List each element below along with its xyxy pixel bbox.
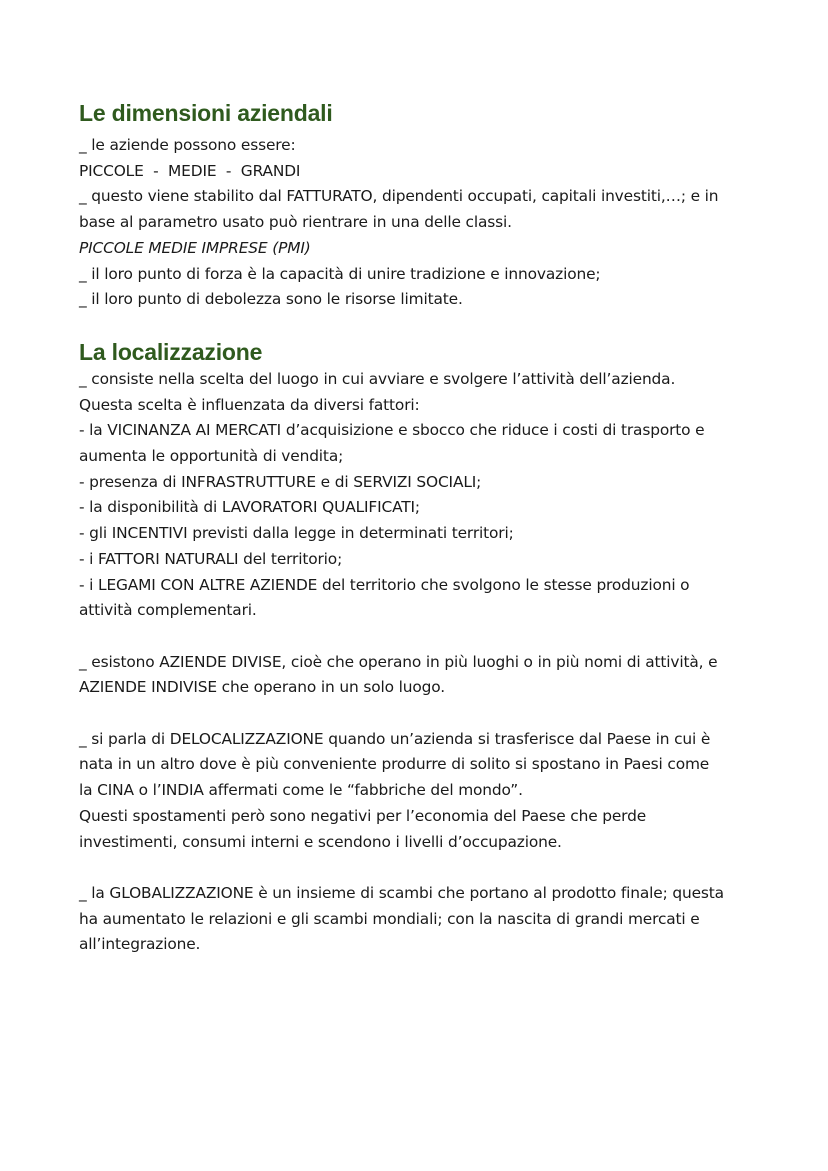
text-line: - i FATTORI NATURALI del territorio; xyxy=(79,549,343,568)
text-line: - la VICINANZA AI MERCATI d’acquisizione e sbocco che riduce i costi di trasporto e xyxy=(79,421,705,440)
text-line: _ il loro punto di forza è la capacità di unire tradizione e innovazione; xyxy=(79,264,601,283)
text-line: nata in un altro dove è più conveniente produrre di solito si spostano in Paesi come xyxy=(79,755,710,774)
text-line: investimenti, consumi interni e scendono i livelli d’occupazione. xyxy=(79,832,562,851)
text-line: _ si parla di DELOCALIZZAZIONE quando un’azienda si trasferisce dal Paese in cui è xyxy=(79,729,711,748)
text-line-italic-pmi: PICCOLE MEDIE IMPRESE (PMI) xyxy=(79,238,311,257)
text-line: Questa scelta è influenzata da diversi fattori: xyxy=(79,395,420,414)
text-line: Questi spostamenti però sono negativi per l’economia del Paese che perde xyxy=(79,806,647,825)
text-line: AZIENDE INDIVISE che operano in un solo luogo. xyxy=(79,678,445,697)
text-line: _ consiste nella scelta del luogo in cui avviare e svolgere l’attività dell’azienda. xyxy=(79,369,676,388)
text-line: _ il loro punto di debolezza sono le risorse limitate. xyxy=(79,290,463,309)
text-line: - i LEGAMI CON ALTRE AZIENDE del territorio che svolgono le stesse produzioni o xyxy=(79,575,690,594)
text-line: - presenza di INFRASTRUTTURE e di SERVIZI SOCIALI; xyxy=(79,472,482,491)
section-dimensioni-aziendali xyxy=(79,98,768,313)
text-line: attività complementari. xyxy=(79,601,257,620)
text-line: _ questo viene stabilito dal FATTURATO, dipendenti occupati, capitali investiti,…; e in xyxy=(79,187,719,206)
text-line: - la disponibilità di LAVORATORI QUALIFICATI; xyxy=(79,498,420,517)
text-line: aumenta le opportunità di vendita; xyxy=(79,447,344,466)
section-localizzazione xyxy=(79,337,768,958)
section-title-localizzazione: La localizzazione xyxy=(79,338,263,365)
text-line: PICCOLE - MEDIE - GRANDI xyxy=(79,161,301,180)
paragraph-aziende-divise xyxy=(79,650,768,701)
text-line: _ le aziende possono essere: xyxy=(79,136,296,154)
text-line: _ esistono AZIENDE DIVISE, cioè che operano in più luoghi o in più nomi di attività, e xyxy=(79,652,718,671)
text-line: la CINA o l’INDIA affermati come le “fabbriche del mondo”. xyxy=(79,781,523,800)
text-line: ha aumentato le relazioni e gli scambi mondiali; con la nascita di grandi mercati e xyxy=(79,909,700,928)
paragraph-delocalizzazione xyxy=(79,727,768,856)
text-line: - gli INCENTIVI previsti dalla legge in determinati territori; xyxy=(79,524,514,543)
text-line: base al parametro usato può rientrare in una delle classi. xyxy=(79,213,512,232)
text-line: _ la GLOBALIZZAZIONE è un insieme di scambi che portano al prodotto finale; questa xyxy=(79,883,724,902)
text-line: all’integrazione. xyxy=(79,935,201,954)
paragraph-globalizzazione xyxy=(79,881,768,958)
section-title-dimensioni: Le dimensioni aziendali xyxy=(79,100,333,126)
paragraph-fattori xyxy=(79,367,768,624)
